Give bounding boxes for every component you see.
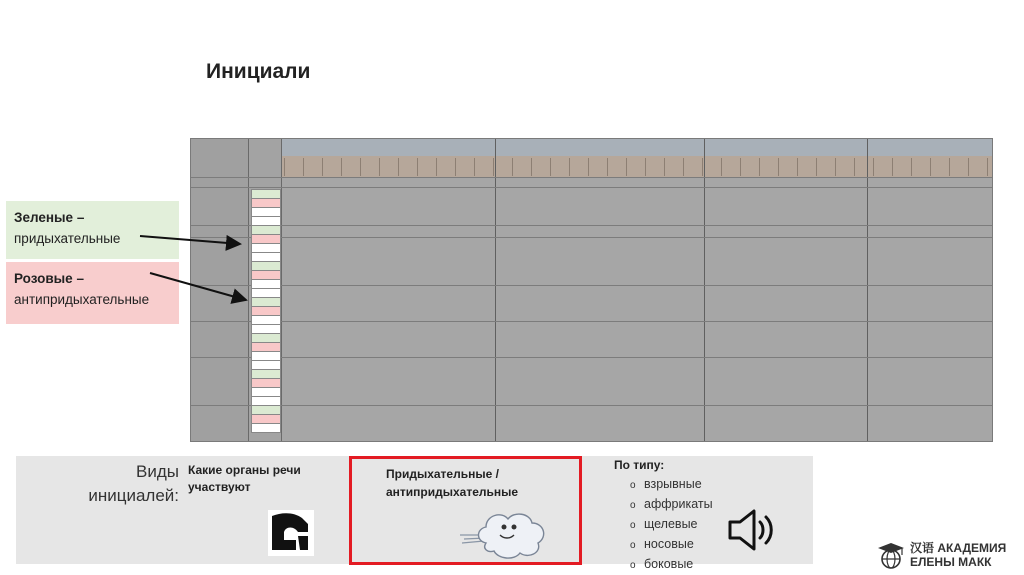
table-column-divider — [495, 139, 496, 441]
table-subheader-tick — [987, 158, 988, 176]
table-column-divider — [704, 139, 705, 441]
list-item — [630, 475, 713, 495]
logo-chinese: 汉语 — [910, 541, 935, 555]
type-item: аффрикаты — [644, 497, 713, 511]
legend-aspirated-title: Зеленые – — [14, 210, 85, 225]
by-type-title: По типу: — [614, 458, 665, 472]
type-item: щелевые — [644, 517, 698, 531]
table-subheader-tick — [284, 158, 285, 176]
table-subheader-tick — [398, 158, 399, 176]
table-subheader-tick — [759, 158, 760, 176]
list-item — [630, 515, 713, 535]
table-subheader-tick — [968, 158, 969, 176]
organs-label-line1: Какие органы речи — [188, 463, 301, 477]
table-subheader-tick — [550, 158, 551, 176]
academy-logo — [876, 538, 1022, 572]
table-subheader-tick — [588, 158, 589, 176]
table-subheader-tick — [930, 158, 931, 176]
table-subheader-tick — [854, 158, 855, 176]
table-row-divider — [191, 405, 992, 406]
table-subheader-tick — [683, 158, 684, 176]
by-type-list — [630, 475, 713, 575]
table-subheader-tick — [702, 158, 703, 176]
type-item: взрывные — [644, 477, 702, 491]
table-subheader-tick — [512, 158, 513, 176]
list-item — [630, 555, 713, 575]
table-subheader-tick — [341, 158, 342, 176]
types-label-line1: Виды — [136, 462, 179, 481]
aspiration-label — [386, 465, 576, 501]
table-subheader-tick — [949, 158, 950, 176]
slide-title: Инициали — [206, 60, 311, 83]
table-row-divider — [191, 225, 992, 226]
aspiration-label-line2: антипридыхательные — [386, 485, 519, 499]
table-row-divider — [191, 237, 992, 238]
initials-table — [190, 138, 993, 442]
table-header-band — [282, 139, 992, 156]
table-subheader-tick — [493, 158, 494, 176]
graduation-cap-globe-icon — [876, 540, 906, 570]
organs-label — [188, 462, 338, 496]
puff-of-air-icon — [458, 505, 550, 561]
type-item: носовые — [644, 537, 694, 551]
aspiration-label-line1: Придыхательные / — [386, 467, 499, 481]
table-row-divider — [191, 357, 992, 358]
table-subheader-tick — [455, 158, 456, 176]
list-item — [630, 535, 713, 555]
table-subheader-tick — [531, 158, 532, 176]
bullet: o — [630, 560, 636, 571]
table-row-divider — [191, 285, 992, 286]
table-subheader-tick — [892, 158, 893, 176]
table-subheader-tick — [379, 158, 380, 176]
table-row-header-column — [191, 139, 249, 441]
legend-aspirated — [6, 201, 179, 259]
table-subheader-tick — [360, 158, 361, 176]
types-label — [36, 460, 179, 508]
bullet: o — [630, 480, 636, 491]
speaker-icon — [726, 508, 780, 552]
list-item — [630, 495, 713, 515]
table-subheader-tick — [664, 158, 665, 176]
table-subheader-tick — [474, 158, 475, 176]
organs-label-line2: участвуют — [188, 480, 251, 494]
legend-unaspirated-text: антипридыхательные — [14, 292, 150, 307]
type-item: боковые — [644, 557, 694, 571]
types-label-line2: инициалей: — [88, 486, 179, 505]
bullet: o — [630, 520, 636, 531]
table-subheader-tick — [721, 158, 722, 176]
table-subheader-tick — [417, 158, 418, 176]
table-subheader-tick — [569, 158, 570, 176]
table-subheader-tick — [303, 158, 304, 176]
mouth-profile-icon — [268, 510, 314, 556]
bullet: o — [630, 500, 636, 511]
logo-academy: АКАДЕМИЯ — [937, 541, 1007, 555]
table-subheader-tick — [835, 158, 836, 176]
table-subheader-tick — [740, 158, 741, 176]
table-row-divider — [191, 187, 992, 188]
aspiration-highlight-box — [349, 456, 582, 565]
table-subheader-tick — [436, 158, 437, 176]
table-subheader-tick — [873, 158, 874, 176]
table-subheader-tick — [778, 158, 779, 176]
table-column-divider — [867, 139, 868, 441]
table-row-divider — [191, 321, 992, 322]
table-subheader-tick — [816, 158, 817, 176]
table-subheader-tick — [911, 158, 912, 176]
logo-line2: ЕЛЕНЫ МАКК — [910, 555, 992, 569]
logo-line1 — [910, 539, 1006, 556]
legend-unaspirated — [6, 262, 179, 324]
legend-unaspirated-title: Розовые – — [14, 271, 84, 286]
table-subheader-band — [282, 156, 992, 177]
table-subheader-tick — [322, 158, 323, 176]
legend-aspirated-text: придыхательные — [14, 231, 121, 246]
table-row-divider — [191, 177, 992, 178]
table-subheader-tick — [645, 158, 646, 176]
initial-cell-white — [251, 423, 281, 433]
bullet: o — [630, 540, 636, 551]
table-subheader-tick — [607, 158, 608, 176]
table-subheader-tick — [797, 158, 798, 176]
table-subheader-tick — [626, 158, 627, 176]
